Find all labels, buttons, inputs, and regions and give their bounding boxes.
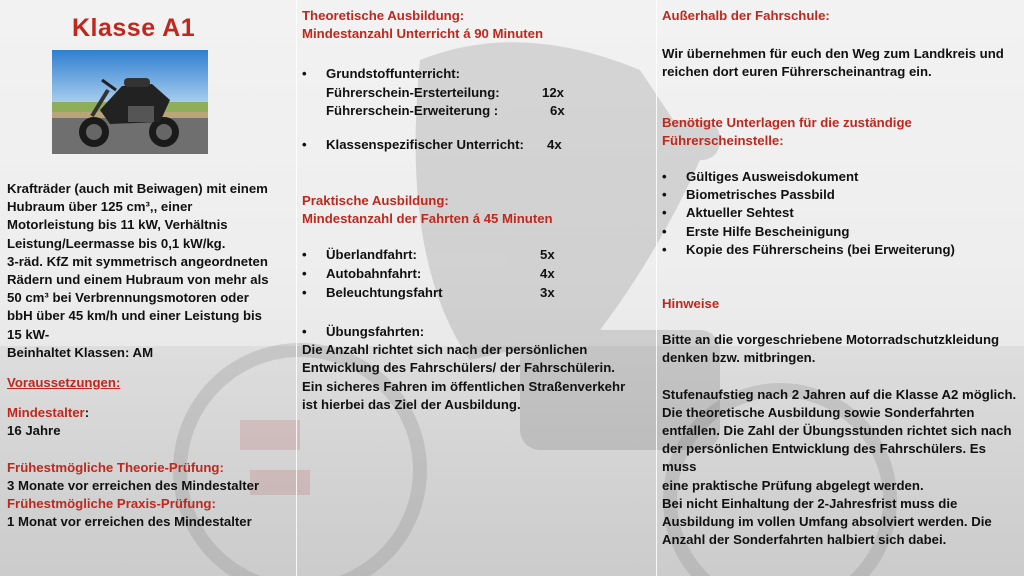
practice-exam-label: Frühestmögliche Praxis-Prüfung: bbox=[7, 496, 216, 512]
class-lessons-value: 4x bbox=[547, 136, 562, 152]
notes-text: Stufenaufstieg nach 2 Jahren auf die Klasse A2 möglich. bbox=[662, 386, 1017, 402]
night-drive-label: Beleuchtungsfahrt bbox=[326, 285, 443, 301]
list-item bbox=[302, 102, 647, 120]
page-title: Klasse A1 bbox=[72, 14, 196, 42]
list-item bbox=[662, 241, 1020, 259]
practice-drives-label: Übungsfahrten: bbox=[326, 324, 425, 340]
description-line: 15 kW- bbox=[7, 326, 50, 342]
list-item bbox=[302, 265, 647, 284]
motorcycle-photo bbox=[52, 50, 208, 154]
document-item: Aktueller Sehtest bbox=[686, 205, 794, 221]
practice-subheading: Mindestanzahl der Fahrten á 45 Minuten bbox=[302, 210, 553, 226]
document-item: Biometrisches Passbild bbox=[686, 187, 835, 203]
license-extension-label: Führerschein-Erweiterung : bbox=[326, 102, 499, 118]
notes-text: denken bzw. mitbringen. bbox=[662, 350, 816, 366]
document-item: Erste Hilfe Bescheinigung bbox=[686, 223, 850, 239]
bullet: • bbox=[662, 205, 667, 221]
practice-exam-value: 1 Monat vor erreichen des Mindestalter bbox=[7, 514, 252, 530]
min-age-colon: : bbox=[84, 405, 90, 421]
notes-text: Bitte an die vorgeschriebene Motorradschutzkleidung bbox=[662, 332, 1000, 348]
bullet: • bbox=[302, 247, 307, 263]
prerequisites-heading: Voraussetzungen: bbox=[7, 375, 121, 391]
notes-text: Die theoretische Ausbildung sowie Sonderfahrten bbox=[662, 404, 975, 420]
practice-drives-text: Die Anzahl richtet sich nach der persönlichen bbox=[302, 342, 588, 358]
description-line: Motorleistung bis 11 kW, Verhältnis bbox=[7, 217, 228, 233]
practice-drives-text: Entwicklung des Fahrschülers/ der Fahrschülerin. bbox=[302, 360, 615, 376]
bullet: • bbox=[662, 187, 667, 203]
description-line: 50 cm³ bei Verbrennungsmotoren oder bbox=[7, 290, 249, 306]
description-line: Rädern und einem Hubraum von mehr als bbox=[7, 272, 269, 288]
document-item: Kopie des Führerscheins (bei Erweiterung) bbox=[686, 241, 955, 257]
class-description-column bbox=[7, 180, 297, 531]
list-item bbox=[302, 136, 647, 154]
night-drive-value: 3x bbox=[540, 285, 555, 301]
bullet: • bbox=[662, 169, 667, 185]
theory-subheading: Mindestanzahl Unterricht á 90 Minuten bbox=[302, 26, 544, 42]
bullet: • bbox=[662, 241, 667, 257]
documents-heading: Benötigte Unterlagen für die zuständige bbox=[662, 114, 912, 130]
first-license-label: Führerschein-Ersterteilung: bbox=[326, 84, 500, 100]
bullet: • bbox=[302, 266, 307, 282]
bullet: • bbox=[302, 285, 307, 301]
highway-value: 4x bbox=[540, 266, 555, 282]
notes-heading: Hinweise bbox=[662, 296, 720, 312]
info-column bbox=[662, 7, 1020, 549]
bullet: • bbox=[302, 136, 307, 152]
notes-text: entfallen. Die Zahl der Übungsstunden richtet sich nach bbox=[662, 423, 1012, 439]
list-item bbox=[302, 65, 647, 83]
list-item bbox=[302, 84, 647, 102]
practice-heading: Praktische Ausbildung: bbox=[302, 192, 449, 208]
list-item bbox=[662, 168, 1020, 186]
list-item bbox=[662, 204, 1020, 222]
training-column bbox=[302, 7, 647, 414]
description-line: Krafträder (auch mit Beiwagen) mit einem bbox=[7, 181, 268, 196]
first-license-value: 12x bbox=[542, 84, 565, 100]
highway-label: Autobahnfahrt: bbox=[326, 266, 422, 282]
notes-text: eine praktische Prüfung abgelegt werden. bbox=[662, 477, 924, 493]
documents-heading: Führerscheinstelle: bbox=[662, 132, 784, 148]
notes-text: Anzahl der Sonderfahrten halbiert sich dabei. bbox=[662, 532, 947, 548]
notes-text: Ausbildung im vollen Umfang absolviert werden. Die bbox=[662, 514, 992, 530]
basic-lessons-label: Grundstoffunterricht: bbox=[326, 66, 461, 82]
document-item: Gültiges Ausweisdokument bbox=[686, 169, 859, 185]
class-lessons-label: Klassenspezifischer Unterricht: bbox=[326, 136, 524, 152]
description-line: Beinhaltet Klassen: AM bbox=[7, 344, 154, 360]
list-item bbox=[662, 186, 1020, 204]
min-age-value: 16 Jahre bbox=[7, 423, 61, 439]
practice-drives-text: ist hierbei das Ziel der Ausbildung. bbox=[302, 396, 521, 412]
notes-text: der persönlichen Entwicklung des Fahrschülers. Es muss bbox=[662, 441, 986, 475]
theory-heading: Theoretische Ausbildung: bbox=[302, 8, 465, 23]
bullet: • bbox=[302, 66, 307, 82]
outside-heading: Außerhalb der Fahrschule: bbox=[662, 8, 830, 23]
overland-value: 5x bbox=[540, 247, 555, 263]
notes-text: Bei nicht Einhaltung der 2-Jahresfrist muss die bbox=[662, 495, 958, 511]
theory-exam-value: 3 Monate vor erreichen des Mindestalter bbox=[7, 477, 260, 493]
column-divider-right bbox=[656, 0, 657, 576]
bullet: • bbox=[302, 324, 307, 340]
outside-text: reichen dort euren Führerscheinantrag ein. bbox=[662, 64, 932, 80]
outside-text: Wir übernehmen für euch den Weg zum Landkreis und bbox=[662, 46, 1004, 62]
overland-label: Überlandfahrt: bbox=[326, 247, 417, 263]
list-item bbox=[302, 284, 647, 303]
practice-drives-text: Ein sicheres Fahren im öffentlichen Straßenverkehr bbox=[302, 378, 626, 394]
list-item bbox=[662, 223, 1020, 241]
license-extension-value: 6x bbox=[550, 102, 565, 118]
list-item bbox=[302, 246, 647, 265]
description-line: Leistung/Leermasse bis 0,1 kW/kg. bbox=[7, 235, 226, 251]
theory-exam-label: Frühestmögliche Theorie-Prüfung: bbox=[7, 459, 224, 475]
documents-list bbox=[662, 168, 1020, 259]
description-line: Hubraum über 125 cm³,, einer bbox=[7, 199, 193, 215]
min-age-label: Mindestalter bbox=[7, 405, 85, 421]
description-line: bbH über 45 km/h und einer Leistung bis bbox=[7, 308, 262, 324]
list-item bbox=[302, 323, 647, 341]
description-line: 3-räd. KfZ mit symmetrisch angeordneten bbox=[7, 253, 268, 269]
bullet: • bbox=[662, 223, 667, 239]
